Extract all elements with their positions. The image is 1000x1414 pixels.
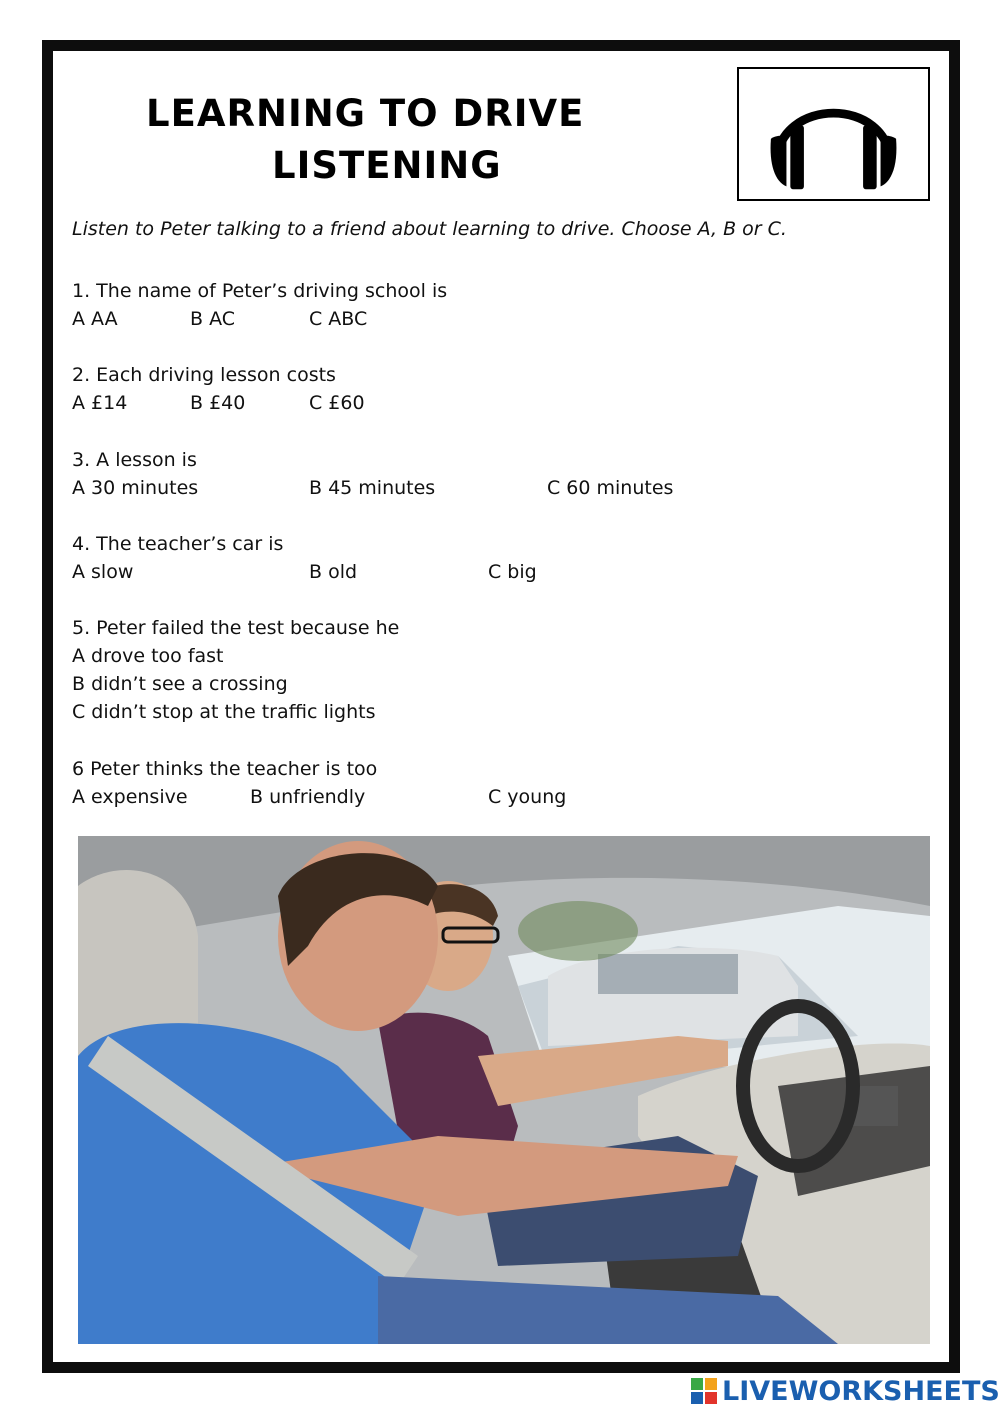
question-5-option-a[interactable]: A drove too fast xyxy=(72,645,224,667)
question-1-stem: 1. The name of Peter’s driving school is xyxy=(72,280,448,302)
question-4-option-c[interactable]: C big xyxy=(488,561,537,583)
question-1-option-a[interactable]: A AA xyxy=(72,308,118,330)
question-5-option-b[interactable]: B didn’t see a crossing xyxy=(72,673,288,695)
question-3-option-a[interactable]: A 30 minutes xyxy=(72,477,199,499)
question-2-option-a[interactable]: A £14 xyxy=(72,392,128,414)
driving-lesson-photo xyxy=(78,836,930,1344)
question-6-option-c[interactable]: C young xyxy=(488,786,567,808)
question-4-stem: 4. The teacher’s car is xyxy=(72,533,284,555)
question-2-stem: 2. Each driving lesson costs xyxy=(72,364,336,386)
question-5-stem: 5. Peter failed the test because he xyxy=(72,617,400,639)
headphones-icon xyxy=(739,69,928,199)
question-6-option-b[interactable]: B unfriendly xyxy=(250,786,366,808)
question-2-option-c[interactable]: C £60 xyxy=(309,392,365,414)
question-1-option-b[interactable]: B AC xyxy=(190,308,236,330)
page-subtitle: LISTENING xyxy=(272,144,502,187)
liveworksheets-brand: LIVEWORKSHEETS xyxy=(722,1375,1000,1407)
liveworksheets-logo[interactable] xyxy=(690,1374,1000,1408)
page-title: LEARNING TO DRIVE xyxy=(146,92,585,135)
question-4-option-b[interactable]: B old xyxy=(309,561,358,583)
question-6-option-a[interactable]: A expensive xyxy=(72,786,188,808)
instructions: Listen to Peter talking to a friend about learning to drive. Choose A, B or C. xyxy=(72,218,787,240)
question-3-stem: 3. A lesson is xyxy=(72,449,197,471)
question-3-option-c[interactable]: C 60 minutes xyxy=(547,477,674,499)
question-5-option-c[interactable]: C didn’t stop at the traffic lights xyxy=(72,701,376,723)
headphones-box xyxy=(737,67,930,201)
question-2-option-b[interactable]: B £40 xyxy=(190,392,246,414)
liveworksheets-logo-icon xyxy=(690,1377,718,1405)
question-3-option-b[interactable]: B 45 minutes xyxy=(309,477,436,499)
question-6-stem: 6 Peter thinks the teacher is too xyxy=(72,758,378,780)
question-4-option-a[interactable]: A slow xyxy=(72,561,134,583)
question-1-option-c[interactable]: C ABC xyxy=(309,308,368,330)
